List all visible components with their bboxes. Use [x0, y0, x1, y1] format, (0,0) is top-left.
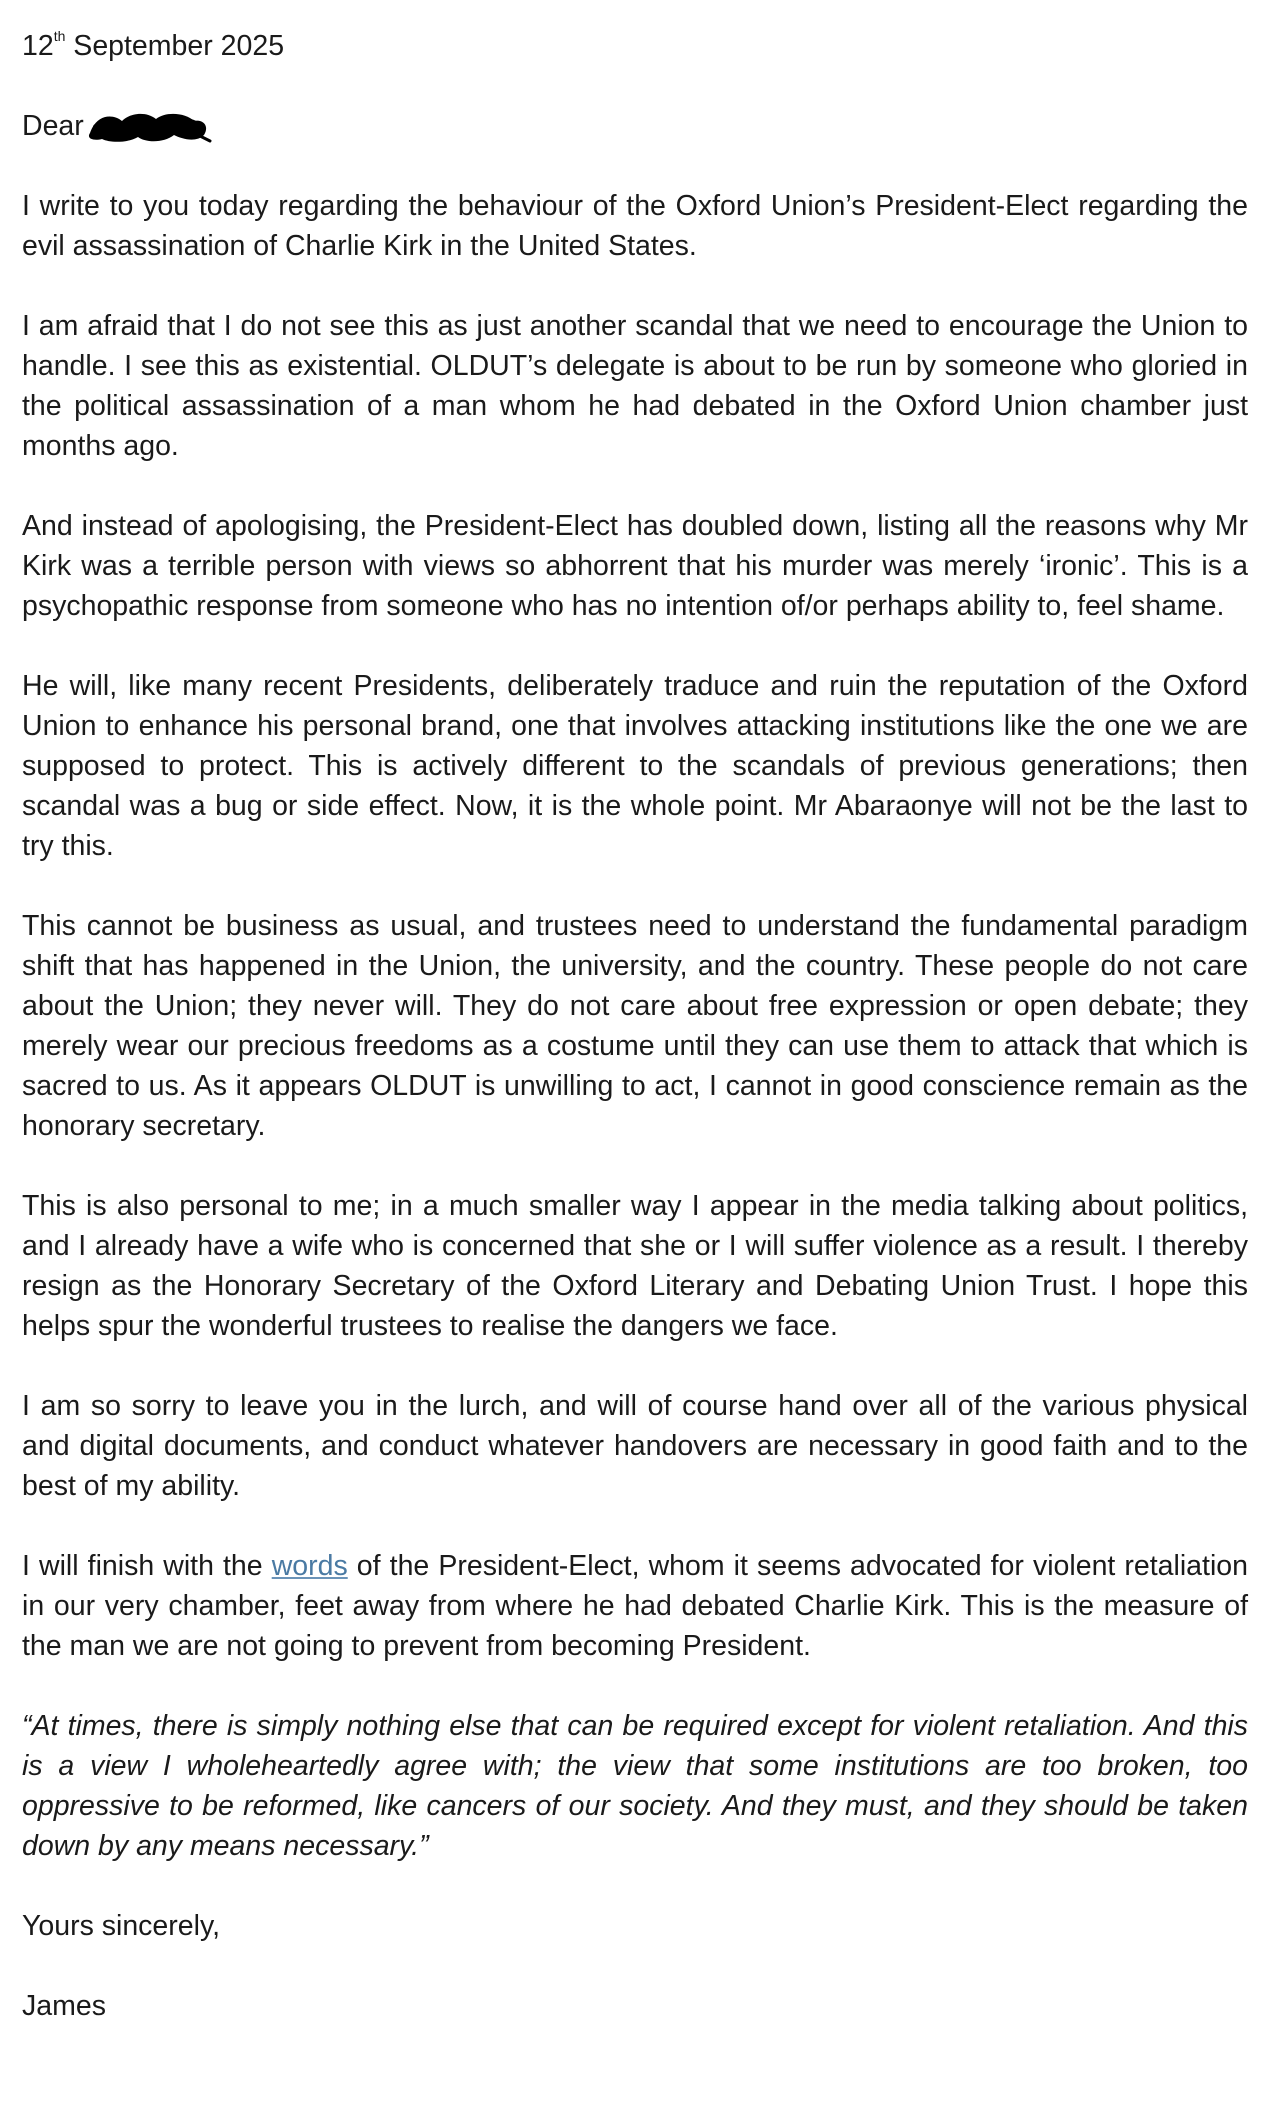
- closing: Yours sincerely,: [22, 1910, 221, 1942]
- redaction-scribble: [86, 109, 214, 145]
- paragraph-3: And instead of apologising, the President-Elect has doubled down, listing all the reasons why Mr Kirk was a terrible person with views so abhorrent that his murder was merely ‘ironic’. This is a psychopathic response from someone who has no intention of/or perhaps ability to, feel shame.: [22, 510, 1248, 622]
- words-link[interactable]: words: [271, 1550, 348, 1582]
- paragraph-6: This is also personal to me; in a much smaller way I appear in the media talking about politics, and I already have a wife who is concerned that she or I will suffer violence as a result. I thereby resign as the Honorary Secretary of the Oxford Literary and Debating Union Trust. I hope this helps spur the wonderful trustees to realise the dangers we face.: [22, 1190, 1248, 1342]
- redaction-scribble-graphic: [86, 109, 214, 145]
- date-ordinal-suffix: th: [53, 27, 66, 44]
- quote-paragraph: “At times, there is simply nothing else that can be required except for violent retaliation. And this is a view I wholeheartedly agree with; the view that some institutions are too broken, too oppressive to be reformed, like cancers of our society. And they must, and they should be taken down by any means necessary.”: [22, 1710, 1248, 1862]
- date-month-year: September 2025: [65, 30, 285, 62]
- paragraph-8-lead: I will finish with the: [22, 1550, 272, 1582]
- date-day: 12: [22, 30, 54, 62]
- letter-date: [22, 26, 1248, 66]
- paragraph-8: [22, 1546, 1248, 1666]
- signature-name: James: [22, 1990, 106, 2022]
- paragraph-1: I write to you today regarding the behaviour of the Oxford Union’s President-Elect regarding the evil assassination of Charlie Kirk in the United States.: [22, 190, 1248, 262]
- paragraph-4: He will, like many recent Presidents, deliberately traduce and ruin the reputation of the Oxford Union to enhance his personal brand, one that involves attacking institutions like the one we are supposed to protect. This is actively different to the scandals of previous generations; then scandal was a bug or side effect. Now, it is the whole point. Mr Abaraonye will not be the last to try this.: [22, 670, 1248, 862]
- salutation-text: Dear: [22, 110, 84, 142]
- paragraph-7: I am so sorry to leave you in the lurch, and will of course hand over all of the various physical and digital documents, and conduct whatever handovers are necessary in good faith and to the best of my ability.: [22, 1390, 1248, 1502]
- paragraph-2: I am afraid that I do not see this as just another scandal that we need to encourage the Union to handle. I see this as existential. OLDUT’s delegate is about to be run by someone who gloried in the political assassination of a man whom he had debated in the Oxford Union chamber just months ago.: [22, 310, 1248, 462]
- paragraph-5: This cannot be business as usual, and trustees need to understand the fundamental paradigm shift that has happened in the Union, the university, and the country. These people do not care about the Union; they never will. They do not care about free expression or open debate; they merely wear our precious freedoms as a costume until they can use them to attack that which is sacred to us. As it appears OLDUT is unwilling to act, I cannot in good conscience remain as the honorary secretary.: [22, 910, 1248, 1142]
- letter: [22, 26, 1248, 2026]
- salutation: [22, 106, 1248, 146]
- paragraph-8-rest: of the President-Elect, whom it seems advocated for violent retaliation in our very chamber, feet away from where he had debated Charlie Kirk. This is the measure of the man we are not going to prevent from becoming President.: [22, 1550, 1248, 1662]
